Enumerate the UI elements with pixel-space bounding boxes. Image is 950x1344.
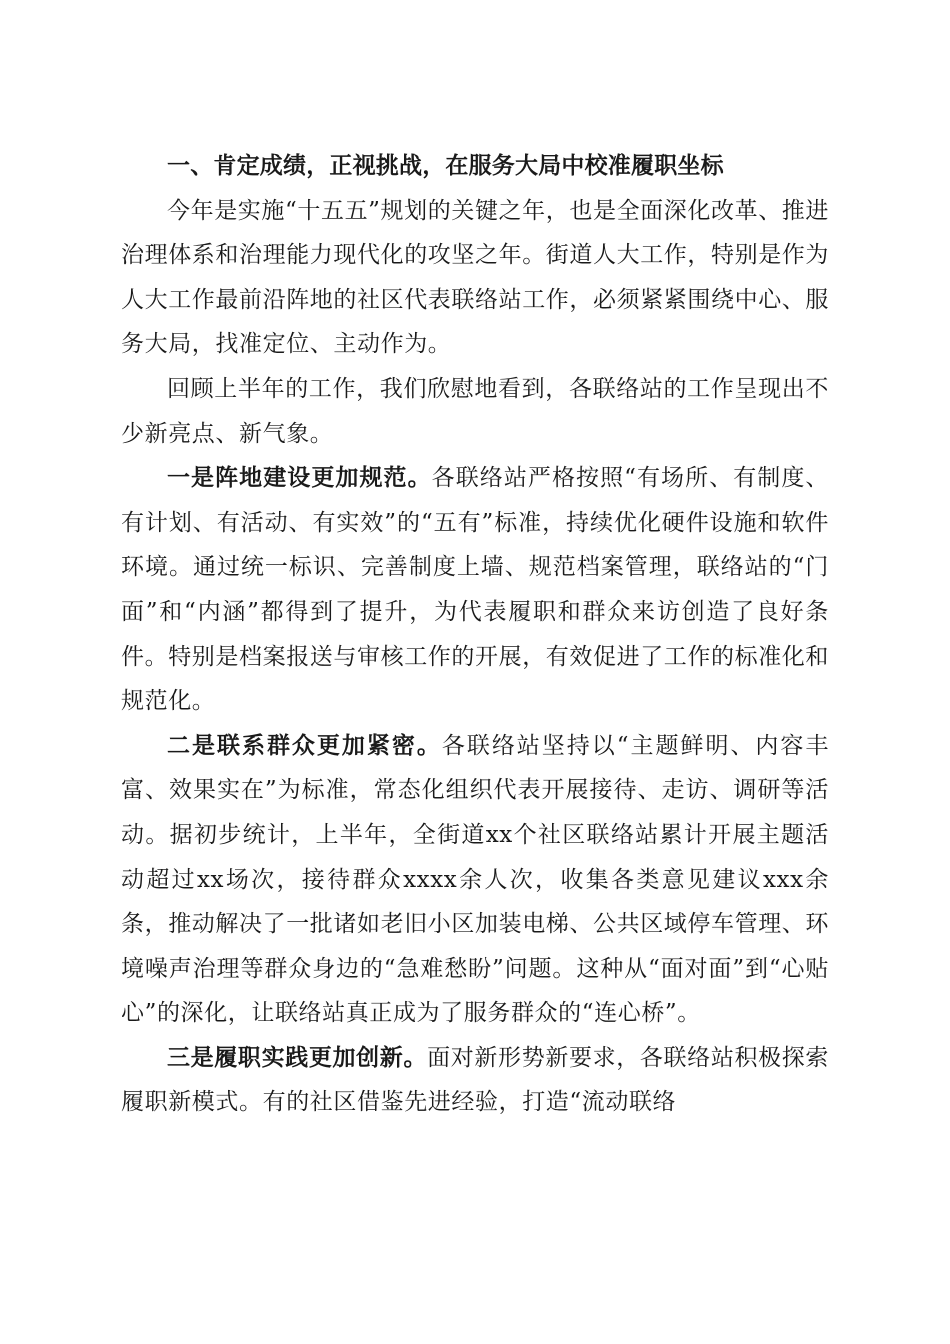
- paragraph-lead: 一是阵地建设更加规范。: [167, 465, 432, 492]
- section-heading: 一、肯定成绩，正视挑战，在服务大局中校准履职坐标: [167, 153, 724, 179]
- paragraph-point-one: [121, 456, 829, 724]
- paragraph-body: 各联络站严格按照“有场所、有制度、有计划、有活动、有实效”的“五有”标准，持续优化硬件设施和软件环境。通过统一标识、完善制度上墙、规范档案管理，联络站的“门面”和“内涵”都得到了提升，为代表履职和群众来访创造了良好条件。特别是档案报送与审核工作的开展，有效促进了工作的标准化和规范化。: [121, 465, 829, 715]
- paragraph-body: 回顾上半年的工作，我们欣慰地看到，各联络站的工作呈现出不少新亮点、新气象。: [121, 375, 829, 447]
- paragraph-body: 各联络站坚持以“主题鲜明、内容丰富、效果实在”为标准，常态化组织代表开展接待、走访、调研等活动。据初步统计，上半年，全街道xx个社区联络站累计开展主题活动超过xx场次，接待群众xxxx余人次，收集各类意见建议xxx余条，推动解决了一批诸如老旧小区加装电梯、公共区域停车管理、环境噪声治理等群众身边的“急难愁盼”问题。这种从“面对面”到“心贴心”的深化，让联络站真正成为了服务群众的“连心桥”。: [121, 732, 829, 1027]
- paragraph-intro: [121, 189, 829, 367]
- paragraph-body: 面对新形势新要求，各联络站积极探索履职新模式。有的社区借鉴先进经验，打造“流动联络: [121, 1044, 829, 1116]
- document-body: [121, 144, 829, 1125]
- paragraph-lead: 二是联系群众更加紧密。: [167, 732, 442, 759]
- paragraph-point-three: [121, 1036, 829, 1125]
- paragraph-body: 今年是实施“十五五”规划的关键之年，也是全面深化改革、推进治理体系和治理能力现代化的攻坚之年。街道人大工作，特别是作为人大工作最前沿阵地的社区代表联络站工作，必须紧紧围绕中心、服务大局，找准定位、主动作为。: [121, 197, 829, 358]
- paragraph-review: [121, 367, 829, 456]
- paragraph-point-two: [121, 724, 829, 1036]
- paragraph-lead: 三是履职实践更加创新。: [167, 1044, 428, 1071]
